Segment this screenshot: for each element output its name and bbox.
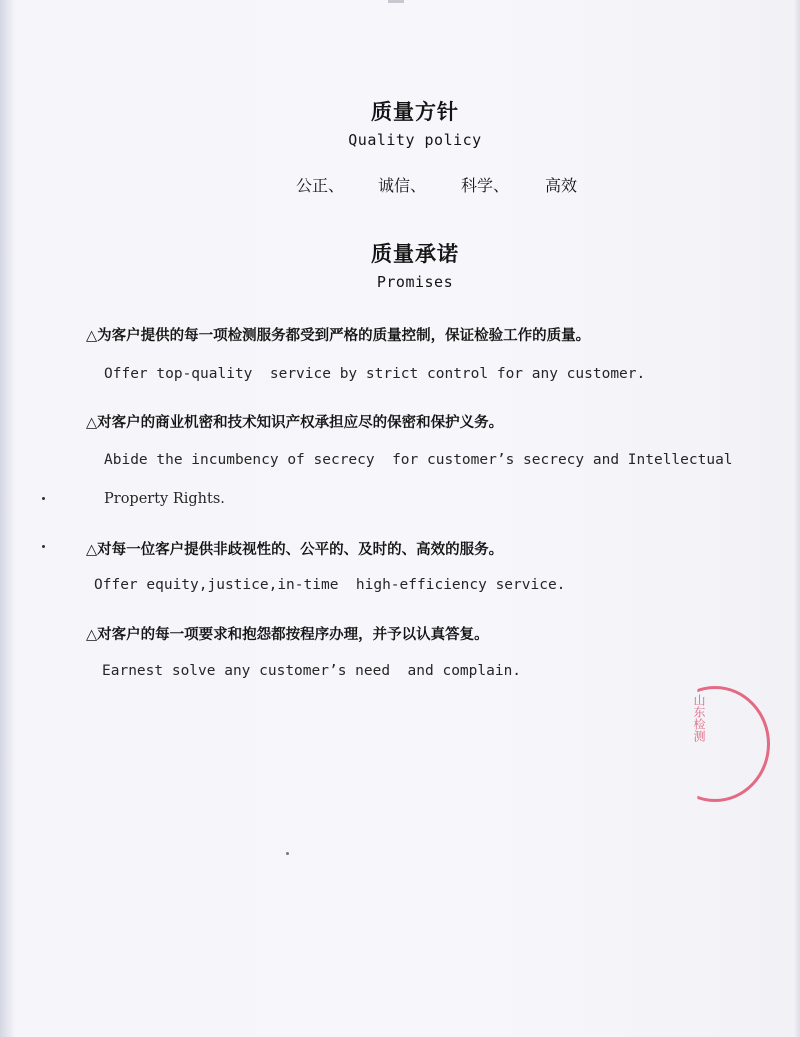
promise-3-cn: △对每一位客户提供非歧视性的、公平的、及时的、高效的服务。 [86,542,504,558]
promises-title-en: Promises [376,273,454,291]
principle-impartiality: 公正、 [296,176,345,195]
principle-science: 科学、 [461,176,510,195]
red-seal-stamp [660,686,770,802]
principle-efficiency: 高效 [545,176,578,195]
quality-principles [0,173,800,195]
promise-2-cn: △对客户的商业机密和技术知识产权承担应尽的保密和保护义务。 [86,415,504,431]
promise-2-en-line-1: Abide the incumbency of secrecy for customer’s secrecy and Intellectual [104,452,733,468]
promise-3-en: Offer equity,justice,in-time high-efficiency service. [94,577,566,593]
page-right-edge-shadow [794,0,800,1037]
scan-speck [42,497,45,500]
page-left-edge-shadow [0,0,14,1037]
promise-1-en: Offer top-quality service by strict control for any customer. [104,366,646,382]
quality-policy-title-en: Quality policy [348,131,482,149]
promises-title-cn: 质量承诺 [371,242,459,266]
quality-policy-title-cn: 质量方针 [371,100,459,124]
top-scan-mark [388,0,404,3]
principle-integrity: 诚信、 [378,176,427,195]
scan-speck [286,852,289,855]
promise-4-en: Earnest solve any customer’s need and complain. [102,663,522,679]
promise-2-en-line-2: Property Rights. [104,491,225,507]
promise-1-cn: △为客户提供的每一项检测服务都受到严格的质量控制，保证检验工作的质量。 [86,328,591,344]
seal-text: 山东检测 [692,694,706,742]
promise-4-cn: △对客户的每一项要求和抱怨都按程序办理，并予以认真答复。 [86,627,489,643]
scan-speck [42,545,45,548]
